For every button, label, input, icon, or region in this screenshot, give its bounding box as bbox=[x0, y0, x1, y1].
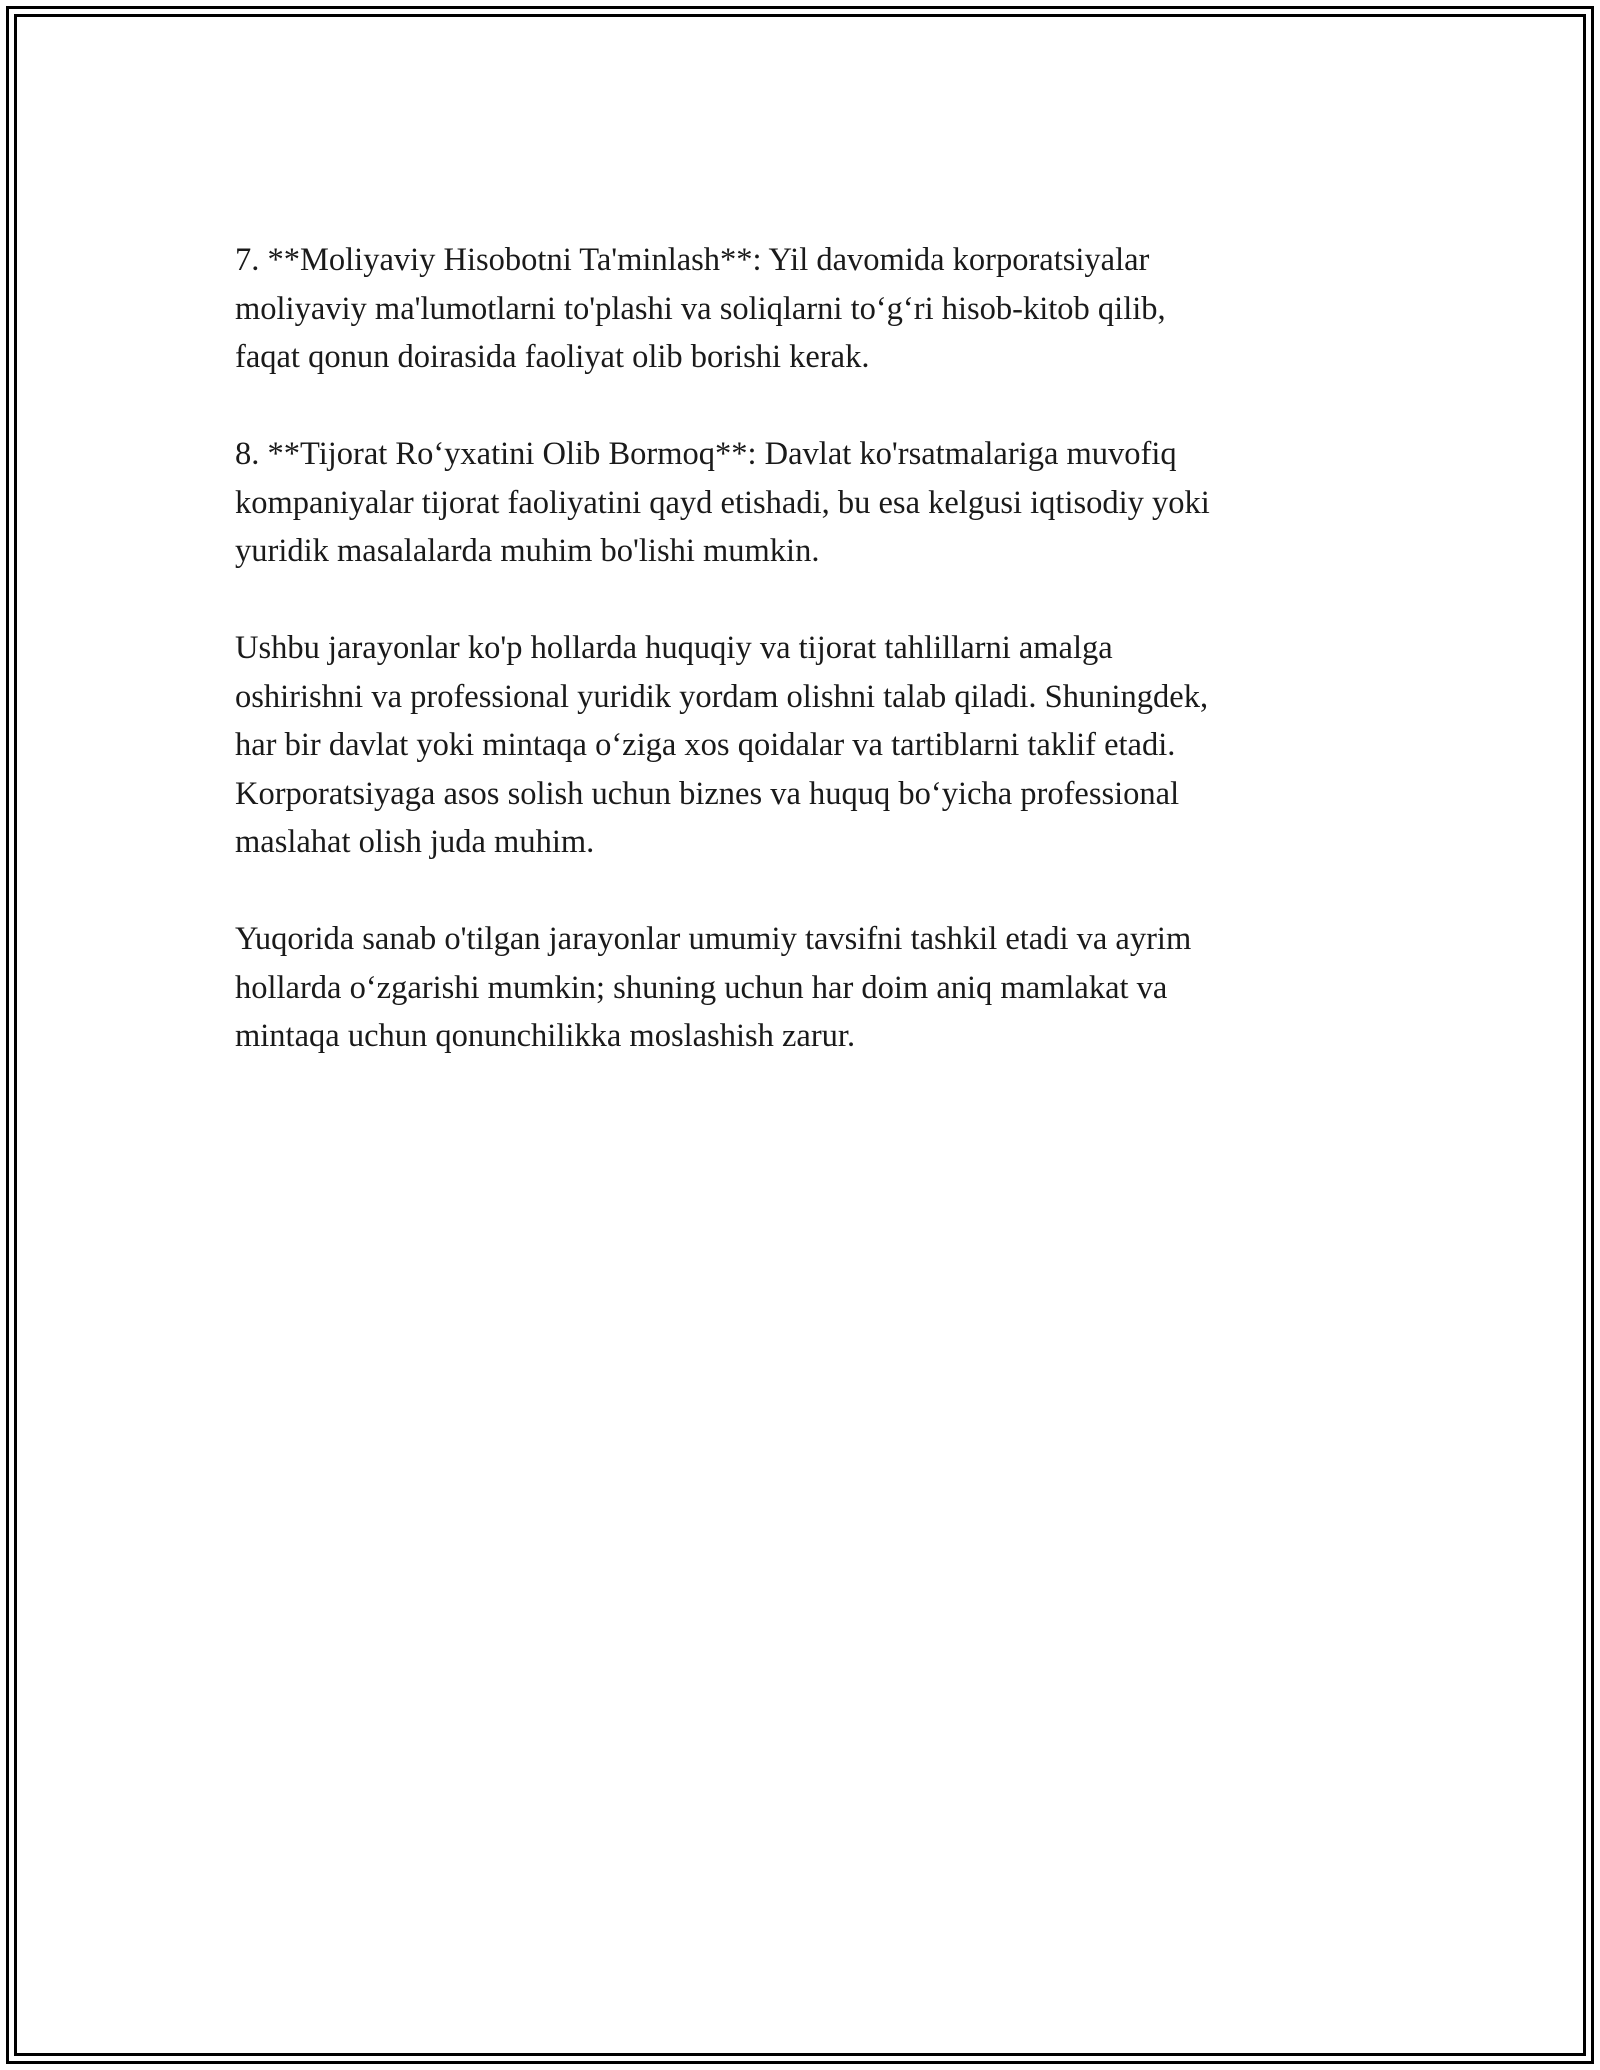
text-line: Korporatsiyaga asos solish uchun biznes va huquq bo‘yicha professional bbox=[235, 775, 1180, 812]
text-line: oshirishni va professional yuridik yordam olishni talab qiladi. Shuningdek, bbox=[235, 678, 1209, 715]
text-line: 7. **Moliyaviy Hisobotni Ta'minlash**: Yil davomida korporatsiyalar bbox=[235, 242, 1150, 278]
paragraph-item-7 bbox=[235, 236, 1365, 382]
text-line: Ushbu jarayonlar ko'p hollarda huquqiy va tijorat tahlillarni amalga bbox=[235, 630, 1113, 666]
text-line: kompaniyalar tijorat faoliyatini qayd etishadi, bu esa kelgusi iqtisodiy yoki bbox=[235, 484, 1210, 521]
text-line: faqat qonun doirasida faoliyat olib borishi kerak. bbox=[235, 339, 870, 375]
text-line: har bir davlat yoki mintaqa o‘ziga xos qoidalar va tartiblarni taklif etadi. bbox=[235, 727, 1176, 763]
text-line: moliyaviy ma'lumotlarni to'plashi va soliqlarni to‘g‘ri hisob-kitob qilib, bbox=[235, 290, 1166, 327]
document-body bbox=[235, 236, 1365, 1109]
paragraph-summary bbox=[235, 624, 1365, 867]
text-line: yuridik masalalarda muhim bo'lishi mumkin. bbox=[235, 533, 820, 569]
text-line: mintaqa uchun qonunchilikka moslashish zarur. bbox=[235, 1018, 856, 1054]
text-line: maslahat olish juda muhim. bbox=[235, 824, 595, 860]
text-line: 8. **Tijorat Ro‘yxatini Olib Bormoq**: Davlat ko'rsatmalariga muvofiq bbox=[235, 436, 1177, 472]
text-line: Yuqorida sanab o'tilgan jarayonlar umumiy tavsifni tashkil etadi va ayrim bbox=[235, 921, 1192, 957]
text-line: hollarda o‘zgarishi mumkin; shuning uchun har doim aniq mamlakat va bbox=[235, 969, 1168, 1006]
paragraph-item-8 bbox=[235, 430, 1365, 576]
paragraph-conclusion bbox=[235, 915, 1365, 1061]
